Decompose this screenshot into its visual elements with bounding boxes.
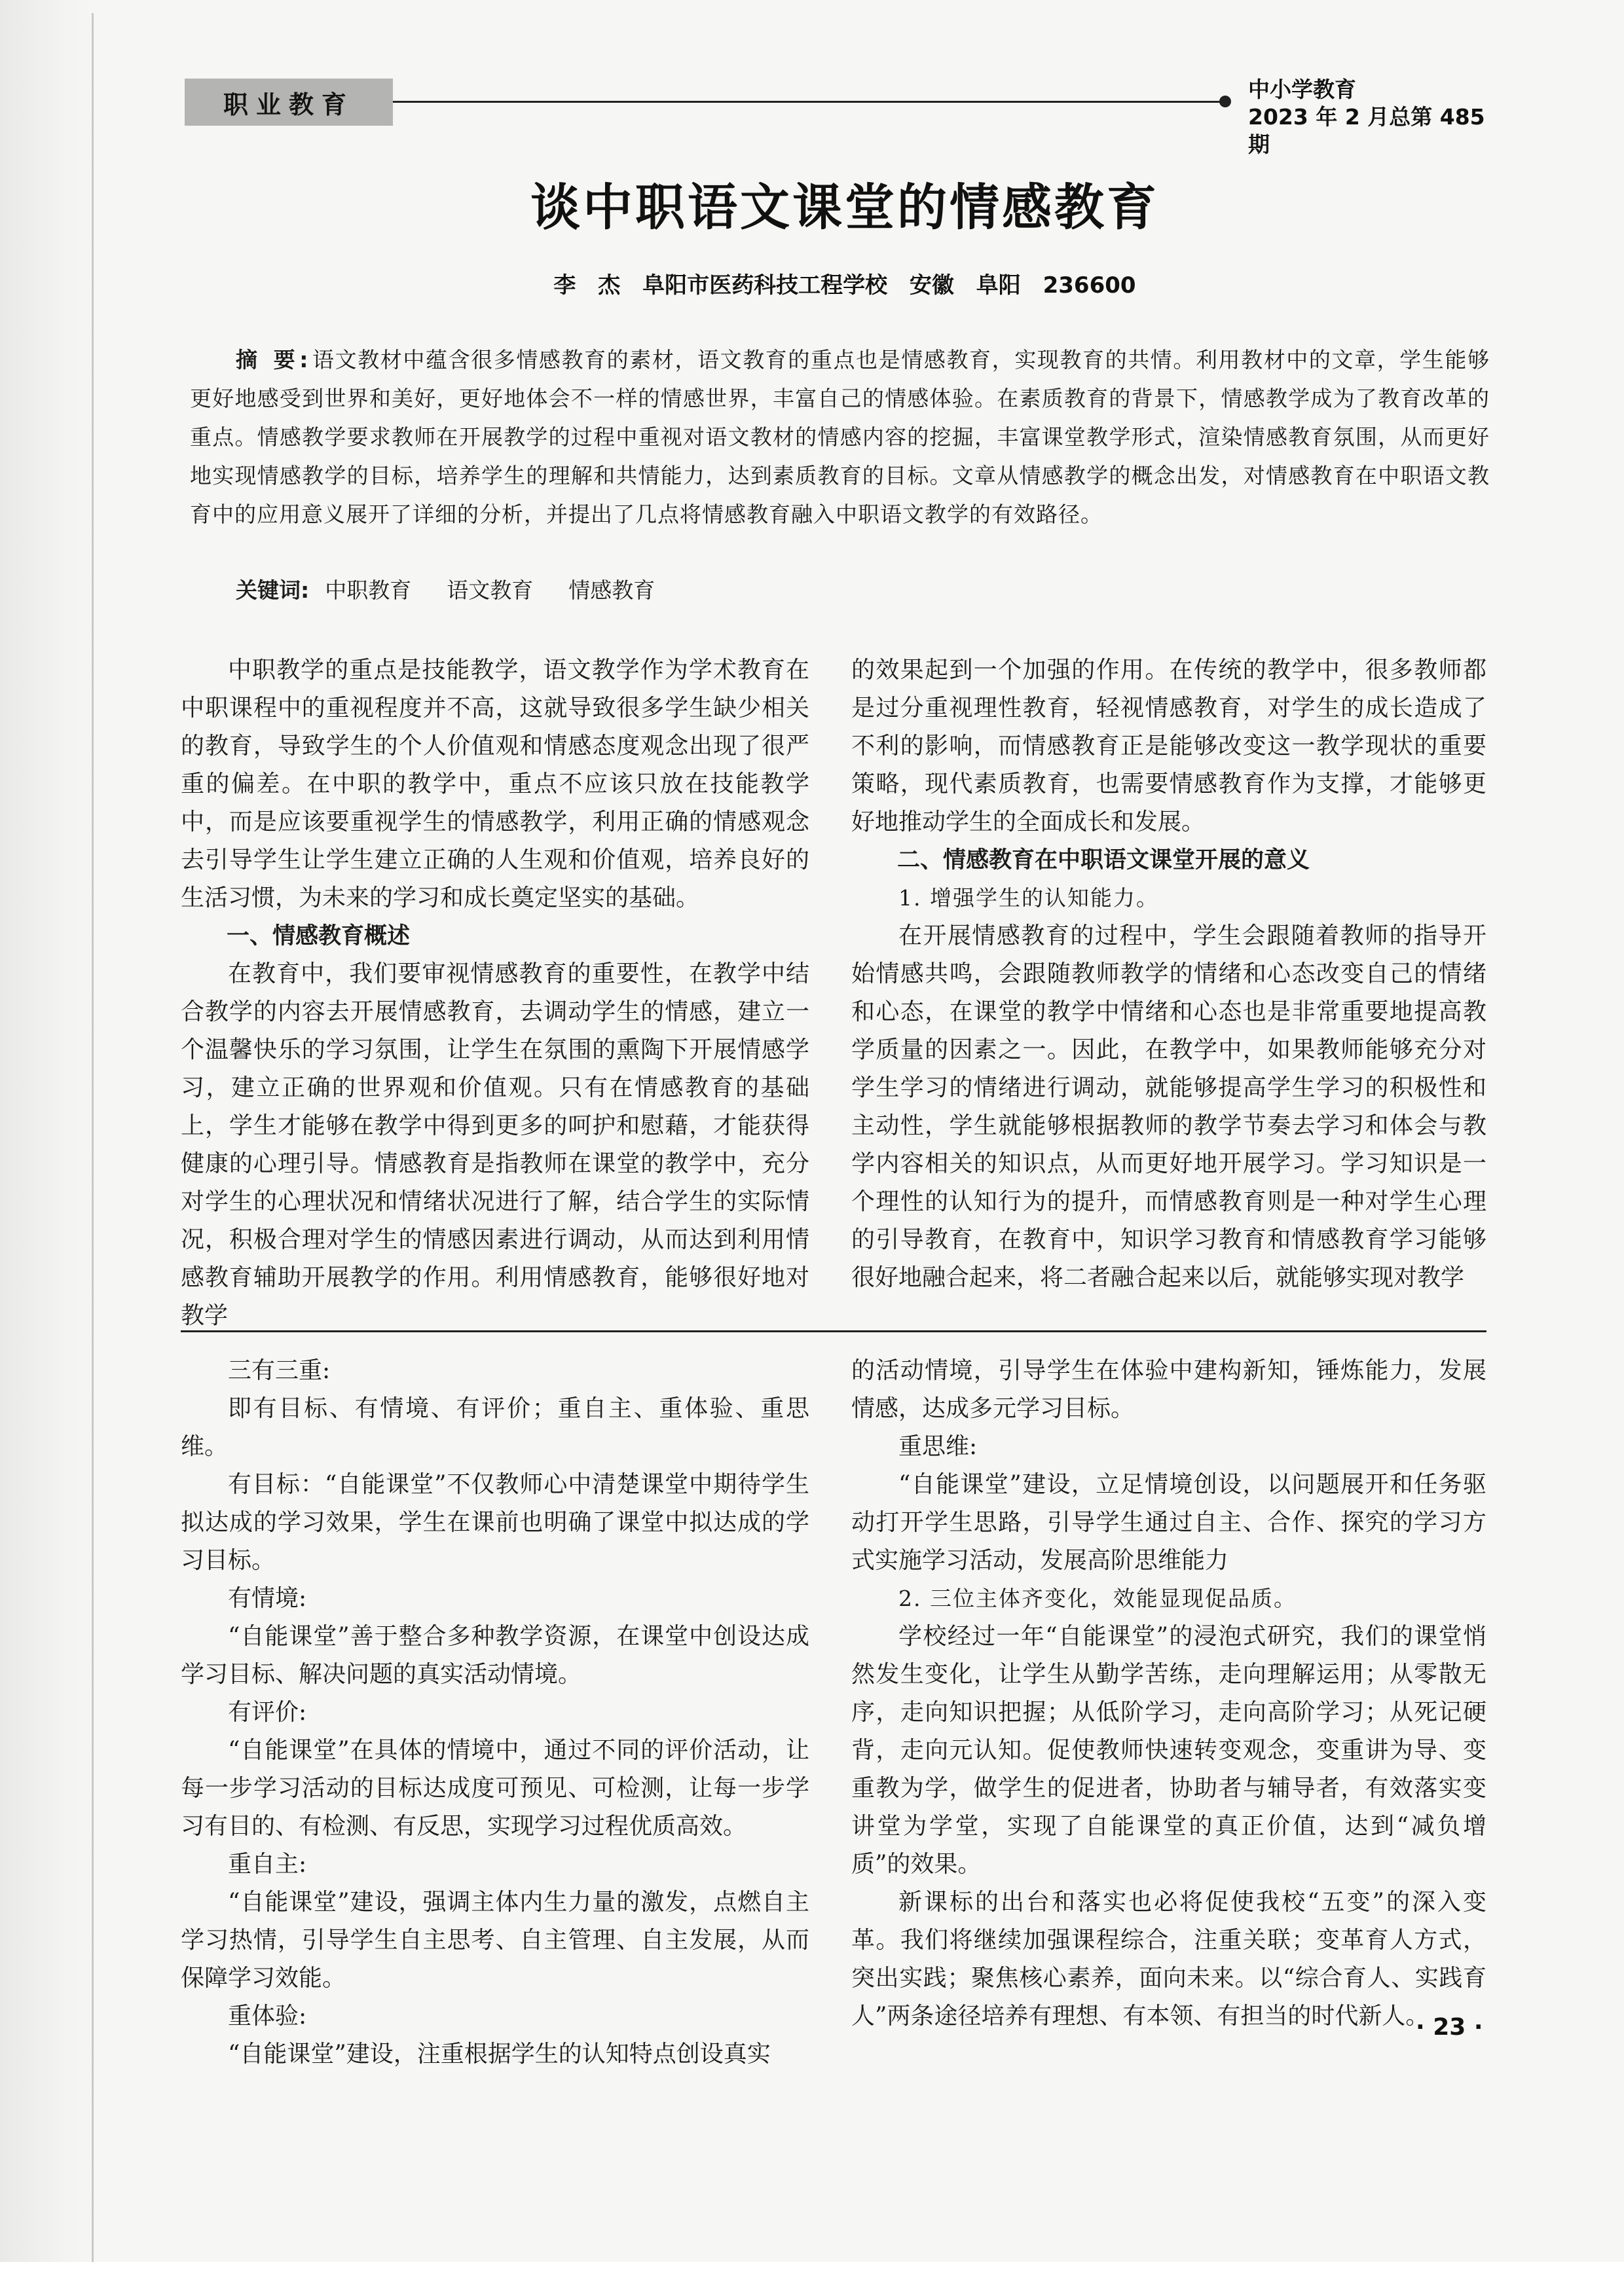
keyword: 语文教育 [447,577,534,603]
paragraph: “自能课堂”在具体的情境中，通过不同的评价活动，让每一步学习活动的目标达成度可预见、可检测，让每一步学习有目的、有检测、有反思，实现学习过程优质高效。 [181,1737,809,1840]
list-heading: 三有三重: [228,1357,331,1384]
keyword: 情感教育 [568,577,655,603]
page-number: · 23 · [1416,2014,1483,2041]
paragraph: 中职教学的重点是技能教学，语文教学作为学术教育在中职课程中的重视程度并不高，这就导致很多学生缺少相关的教育，导致学生的个人价值观和情感态度观念出现了很严重的偏差。在中职的教学中，重点不应该只放在技能教学中，而是应该要重视学生的情感教学，利用正确的情感观念去引导学生让学生建立正确的人生观和价值观，培养良好的生活习惯，为未来的学习和成长奠定坚实的基础。 [181,657,809,911]
list-heading: 重思维: [898,1433,978,1460]
section-heading-2: 二、情感教育在中职语文课堂开展的意义 [897,847,1310,873]
binding-line [92,13,94,2265]
subheading: 2. 三位主体齐变化，效能显现促品质。 [898,1586,1297,1611]
article-title: 谈中职语文课堂的情感教育 [530,178,1159,236]
journal-info [1248,76,1510,158]
list-heading: 有评价: [228,1699,307,1726]
section-heading-1: 一、情感教育概述 [227,923,411,949]
paragraph: 有目标：“自能课堂”不仅教师心中清楚课堂中期待学生拟达成的学习效果，学生在课前也明确了课堂中拟达成的学习目标。 [181,1471,809,1574]
keyword: 中职教育 [325,577,412,603]
column-upper-left [181,651,809,1335]
abstract [190,340,1490,534]
list-heading: 有情境: [228,1585,307,1612]
journal-name: 中小学教育 [1248,77,1356,102]
column-upper-right [851,651,1486,1297]
keywords [236,576,1480,605]
author-byline: 李 杰 阜阳市医药科技工程学校 安徽 阜阳 236600 [553,272,1136,299]
paragraph: “自能课堂”善于整合多种教学资源，在课堂中创设达成学习目标、解决问题的真实活动情境。 [181,1623,809,1688]
paragraph: “自能课堂”建设，立足情境创设，以问题展开和任务驱动打开学生思路，引导学生通过自主、合作、探究的学习方式实施学习活动，发展高阶思维能力 [851,1471,1486,1574]
paragraph: 在教育中，我们要审视情感教育的重要性，在教学中结合教学的内容去开展情感教育，去调动学生的情感，建立一个温馨快乐的学习氛围，让学生在氛围的熏陶下开展情感学习，建立正确的世界观和价值观。只有在情感教育的基础上，学生才能够在教学中得到更多的呵护和慰藉，才能获得健康的心理引导。情感教育是指教师在课堂的教学中，充分对学生的心理状况和情绪状况进行了解，结合学生的实际情况，积极合理对学生的情感因素进行调动，从而达到利用情感教育辅助开展教学的作用。利用情感教育，能够很好地对教学 [181,960,809,1329]
paragraph: “自能课堂”建设，强调主体内生力量的激发，点燃自主学习热情，引导学生自主思考、自主管理、自主发展，从而保障学习效能。 [181,1889,809,1992]
abstract-label: 摘 要: [236,347,312,373]
paragraph: 在开展情感教育的过程中，学生会跟随着教师的指导开始情感共鸣，会跟随教师教学的情绪和心态改变自己的情绪和心态，在课堂的教学中情绪和心态也是非常重要地提高教学质量的因素之一。因此，在教学中，如果教师能够充分对学生学习的情绪进行调动，就能够提高学生学习的积极性和主动性，学生就能够根据教师的教学节奏去学习和体会与教学内容相关的知识点，从而更好地开展学习。学习知识是一个理性的认知行为的提升，而情感教育则是一种对学生心理的引导教育，在教育中，知识学习教育和情感教育学习能够很好地融合起来，将二者融合起来以后，就能够实现对教学 [851,922,1486,1291]
abstract-text: 语文教材中蕴含很多情感教育的素材，语文教育的重点也是情感教育，实现教育的共情。利用教材中的文章，学生能够更好地感受到世界和美好，更好地体会不一样的情感世界，丰富自己的情感体验。在素质教育的背景下，情感教学成为了教育改革的重点。情感教学要求教师在开展教学的过程中重视对语文教材的情感内容的挖掘，丰富课堂教学形式，渲染情感教育氛围，从而更好地实现情感教学的目标，培养学生的理解和共情能力，达到素质教育的目标。文章从情感教学的概念出发，对情感教育在中职语文教育中的应用意义展开了详细的分析，并提出了几点将情感教育融入中职语文教学的有效路径。 [190,347,1490,527]
article-divider [181,1330,1486,1332]
list-heading: 重自主: [228,1851,307,1878]
column-lower-right [851,1352,1486,2035]
paragraph: 的活动情境，引导学生在体验中建构新知，锤炼能力，发展情感，达成多元学习目标。 [851,1357,1486,1422]
header-rule-dot [1219,96,1231,107]
subheading: 1. 增强学生的认知能力。 [898,885,1159,911]
list-heading: 重体验: [228,2003,307,2030]
paragraph: 新课标的出台和落实也必将促使我校“五变”的深入变革。我们将继续加强课程综合，注重关联；变革育人方式，突出实践；聚焦核心素养，面向未来。以“综合育人、实践育人”两条途径培养有理想、有本领、有担当的时代新人。 [851,1889,1486,2030]
section-tag: 职业教育 [185,79,393,126]
paragraph: 的效果起到一个加强的作用。在传统的教学中，很多教师都是过分重视理性教育，轻视情感教育，对学生的成长造成了不利的影响，而情感教育正是能够改变这一教学现状的重要策略，现代素质教育，也需要情感教育作为支撑，才能够更好地推动学生的全面成长和发展。 [851,657,1486,835]
journal-issue: 2023 年 2 月总第 485 期 [1248,104,1485,157]
paragraph: 即有目标、有情境、有评价；重自主、重体验、重思维。 [181,1395,809,1460]
scan-shadow [0,0,98,2296]
paragraph: “自能课堂”建设，注重根据学生的认知特点创设真实 [228,2041,771,2068]
keywords-label: 关键词: [236,577,310,603]
column-lower-left [181,1352,809,2073]
paragraph: 学校经过一年“自能课堂”的浸泡式研究，我们的课堂悄然发生变化，让学生从勤学苦练，走向理解运用；从零散无序，走向知识把握；从低阶学习，走向高阶学习；从死记硬背，走向元认知。促使教师快速转变观念，变重讲为导、变重教为学，做学生的促进者，协助者与辅导者，有效落实变讲堂为学堂，实现了自能课堂的真正价值，达到“减负增质”的效果。 [851,1623,1486,1878]
scan-bottom-edge [0,2262,1624,2296]
header-rule [393,101,1225,103]
